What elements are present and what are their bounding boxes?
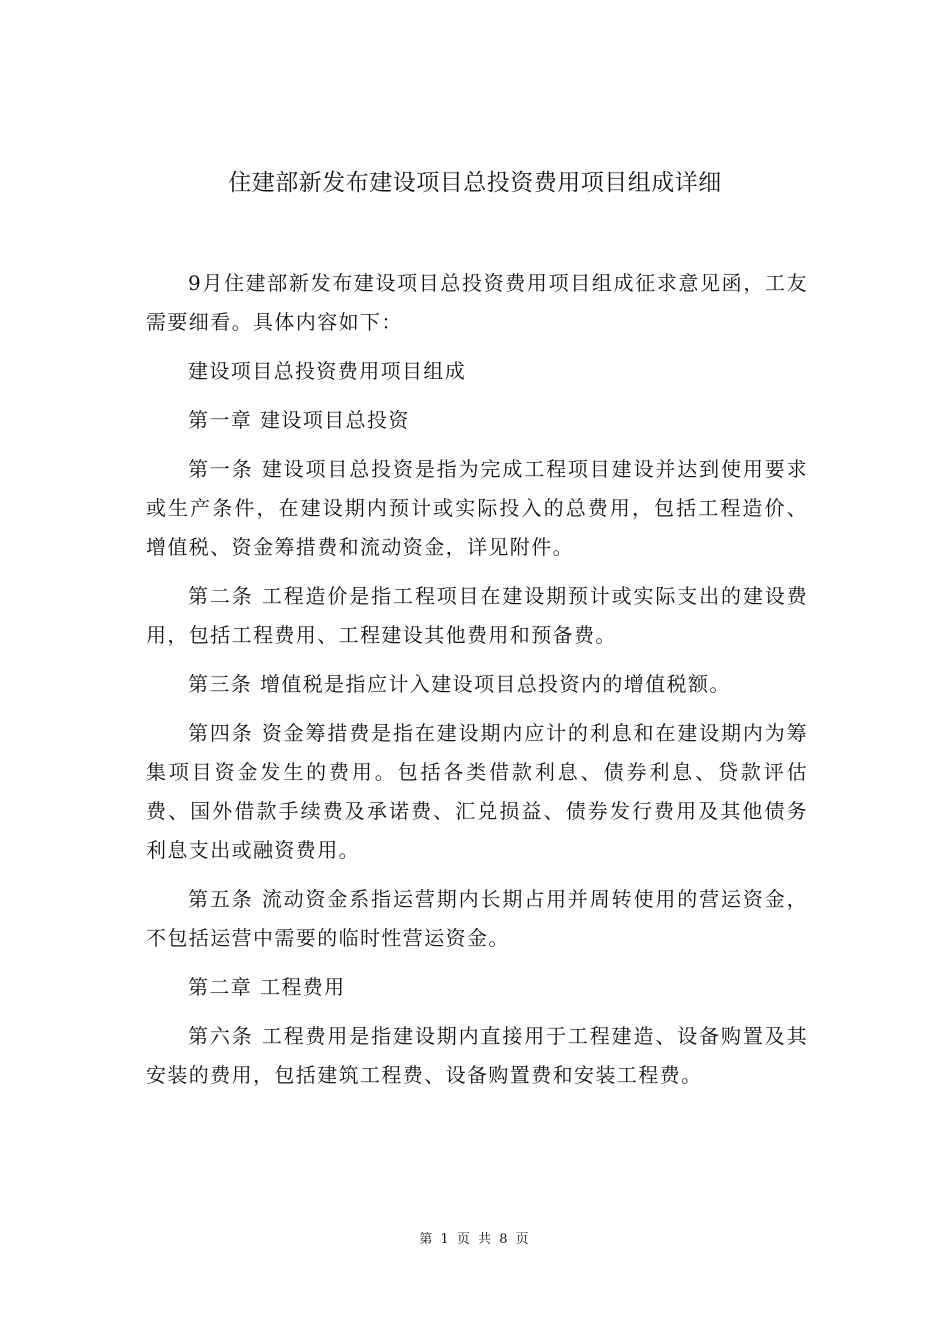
article-1: 第一条 建设项目总投资是指为完成工程项目建设并达到使用要求或生产条件，在建设期内预计或实际投入的总费用，包括工程造价、增值税、资金筹措费和流动资金，详见附件。 bbox=[146, 457, 808, 559]
article-6: 第六条 工程费用是指建设期内直接用于工程建造、设备购置及其安装的费用，包括建筑工程费、设备购置费和安装工程费。 bbox=[146, 1024, 808, 1087]
document-body bbox=[146, 264, 808, 1105]
section-title: 建设项目总投资费用项目组成 bbox=[188, 359, 467, 383]
article-2: 第二条 工程造价是指工程项目在建设期预计或实际支出的建设费用，包括工程费用、工程建设其他费用和预备费。 bbox=[146, 584, 808, 647]
document-title: 住建部新发布建设项目总投资费用项目组成详细 bbox=[228, 170, 722, 196]
intro-paragraph: 9月住建部新发布建设项目总投资费用项目组成征求意见函，工友需要细看。具体内容如下： bbox=[146, 271, 808, 334]
article-3: 第三条 增值税是指应计入建设项目总投资内的增值税额。 bbox=[188, 672, 731, 696]
article-5: 第五条 流动资金系指运营期内长期占用并周转使用的营运资金，不包括运营中需要的临时性营运资金。 bbox=[146, 887, 808, 950]
chapter-1-heading: 第一章 建设项目总投资 bbox=[188, 408, 410, 432]
article-4: 第四条 资金筹措费是指在建设期内应计的利息和在建设期内为筹集项目资金发生的费用。包括各类借款利息、债券利息、贷款评估费、国外借款手续费及承诺费、汇兑损益、债券发行费用及其他债务利息支出或融资费用。 bbox=[146, 721, 808, 862]
chapter-2-heading: 第二章 工程费用 bbox=[188, 975, 346, 999]
page-number-footer: 第 1 页 共 8 页 bbox=[419, 1232, 531, 1247]
